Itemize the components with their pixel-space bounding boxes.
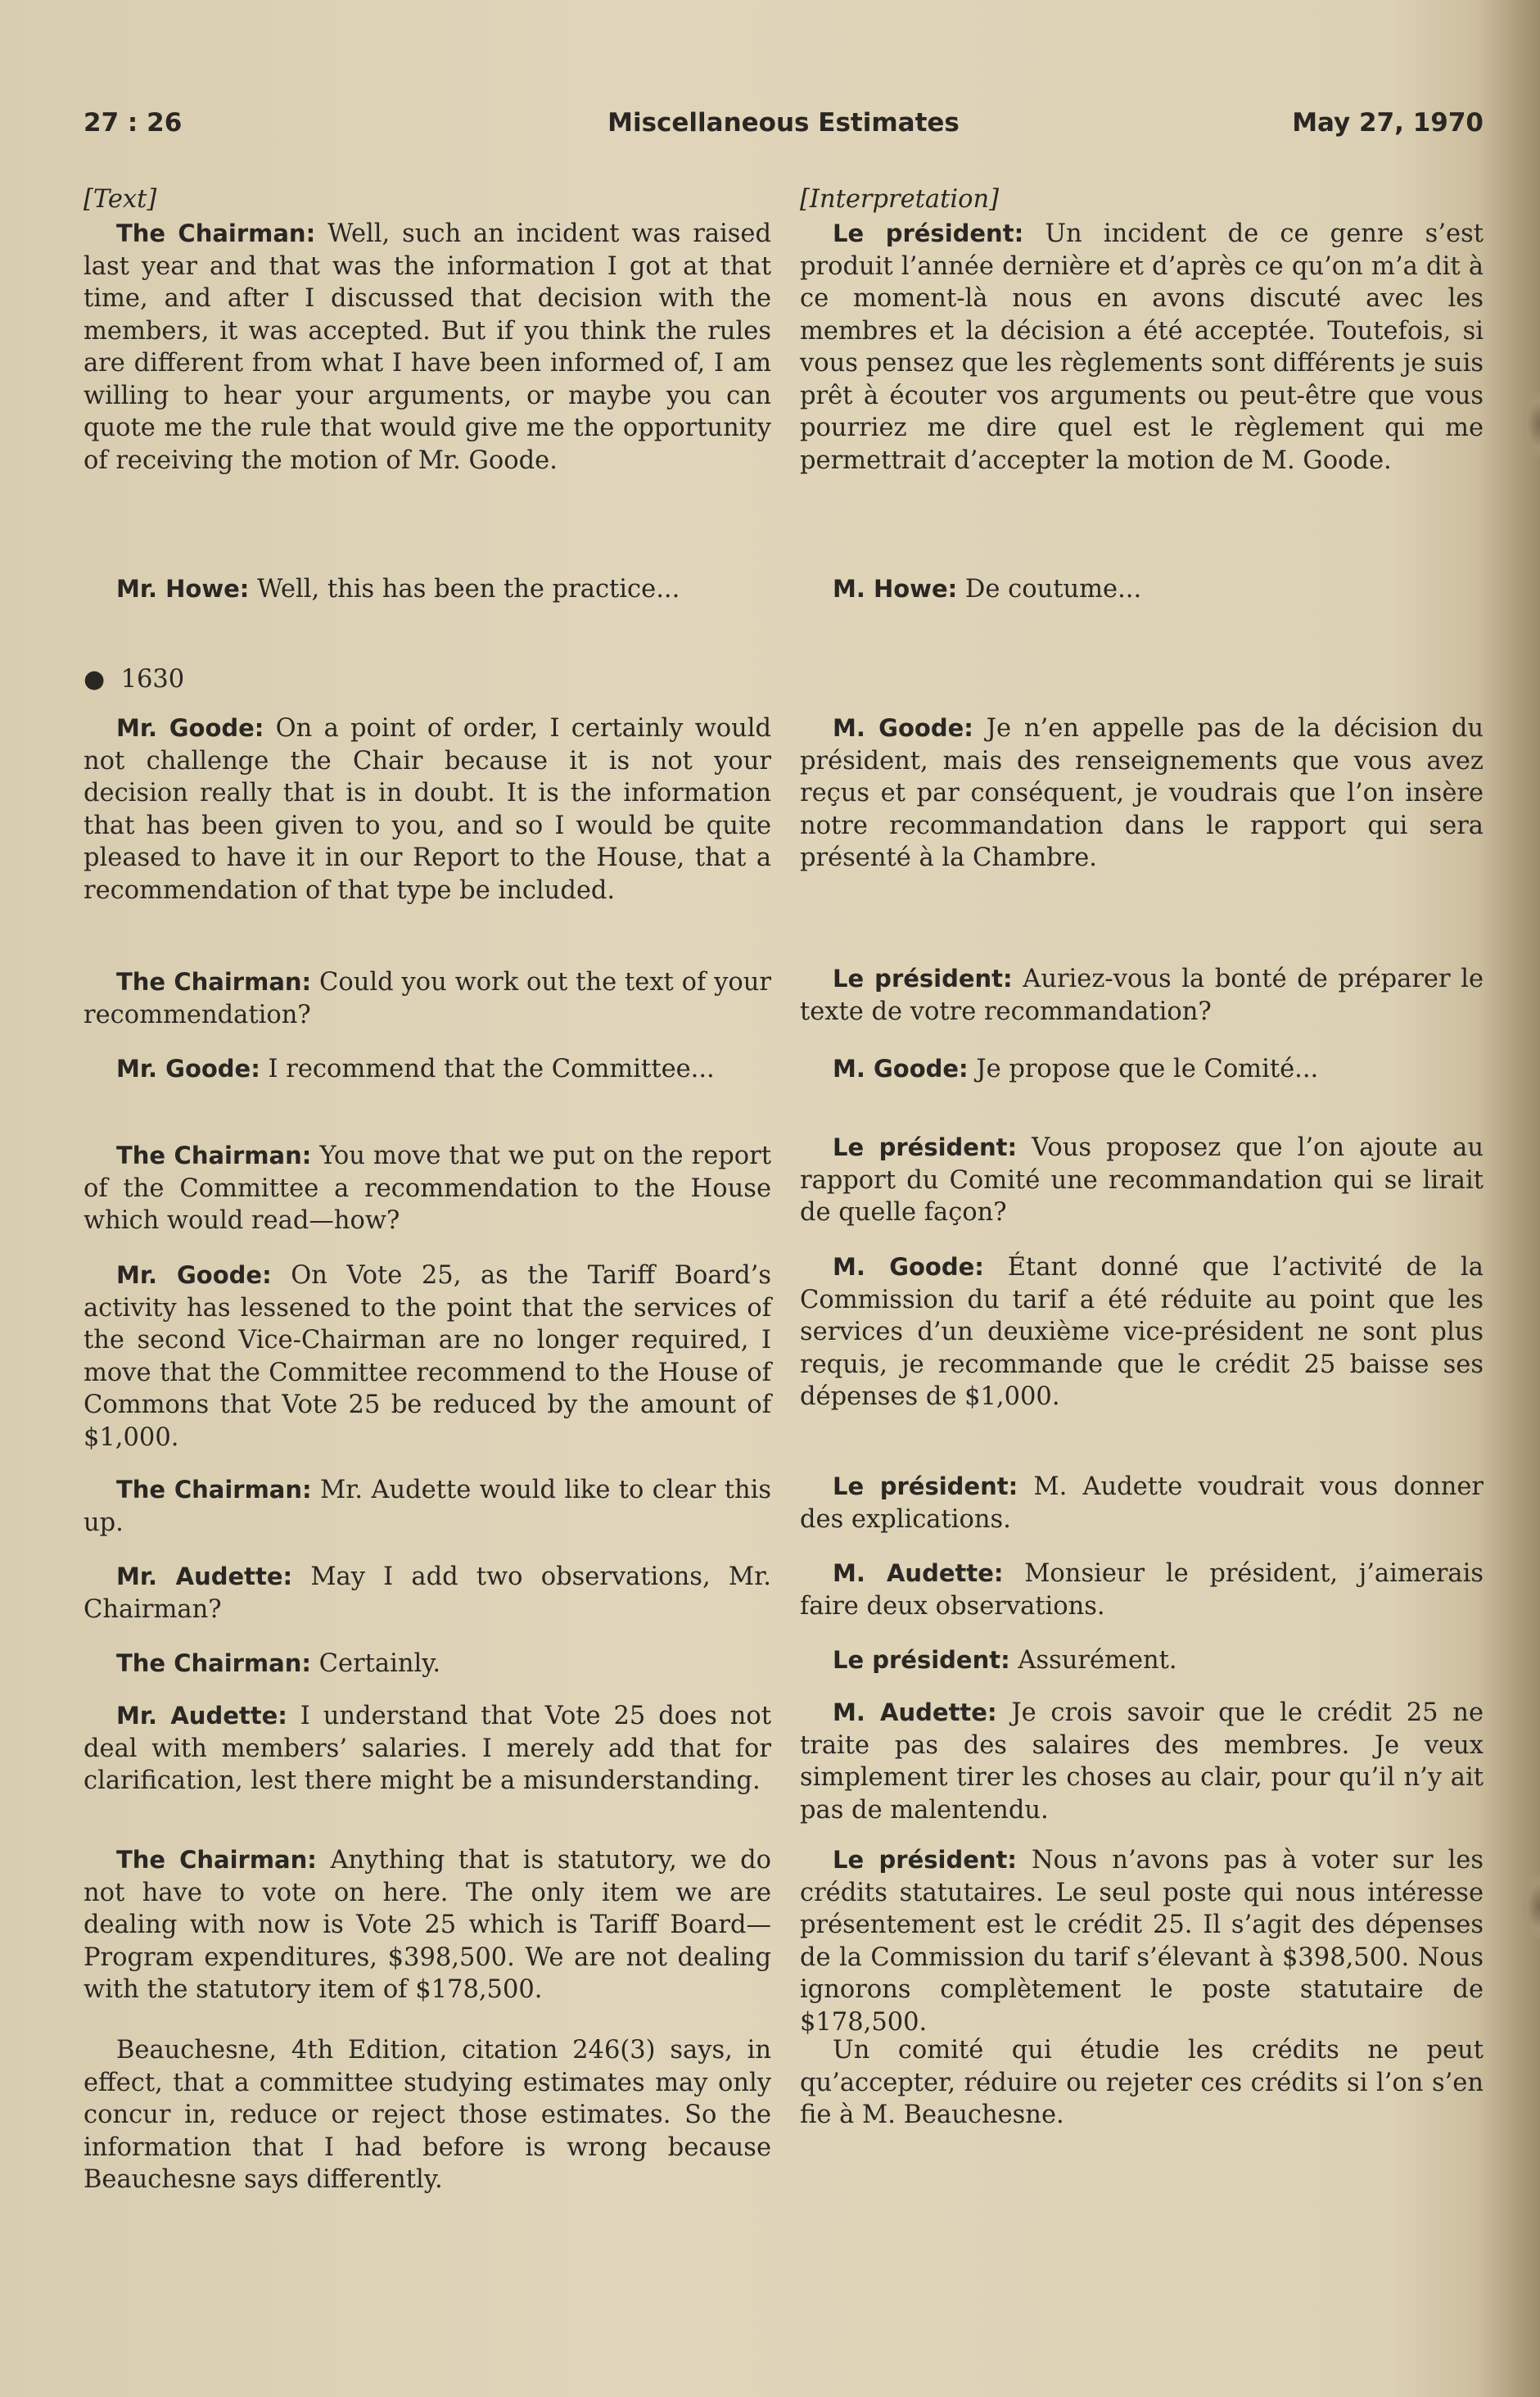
- time-value: 1630: [120, 665, 185, 694]
- speech-text: Assurément.: [1009, 1646, 1177, 1675]
- speech-text: Je propose que le Comité...: [968, 1055, 1319, 1083]
- speech-text: Un incident de ce genre s’est produit l’année dernière et d’après ce qu’on m’a dit à ce moment-là nous en avons discuté avec les membres et la décision a été acceptée. Toutefois, si vous pensez que les règlements sont différents je suis prêt à écouter vos arguments ou peut-être que vous pourriez me dire quel est le règlement qui me permettrait d’accepter la motion de M. Goode.: [800, 219, 1484, 475]
- transcript-paragraph: [84, 1648, 771, 1680]
- speech-text: Anything that is statutory, we do not have to vote on here. The only item we are dealing with now is Vote 25 which is Tariff Board—Program expenditures, $398,500. We are not dealing with the statutory item of $178,500.: [84, 1846, 771, 2004]
- transcript-paragraph: [800, 1132, 1484, 1229]
- speech-text: Auriez-vous la bonté de préparer le texte de votre recommandation?: [800, 965, 1484, 1026]
- speech-text: Mr. Audette would like to clear this up.: [84, 1476, 771, 1537]
- speech-text: On Vote 25, as the Tariff Board’s activity has lessened to the point that the services of the second Vice-Chairman are no longer required, I move that the Committee recommend to the House of Commons that Vote 25 be reduced by the amount of $1,000.: [84, 1261, 772, 1452]
- speech-text: Vous proposez que l’on ajoute au rapport du Comité une recommandation qui se lirait de quelle façon?: [800, 1133, 1484, 1227]
- speaker-name: Le président:: [833, 1646, 1010, 1674]
- speaker-name: M. Goode:: [833, 1055, 969, 1083]
- speaker-name: The Chairman:: [116, 219, 316, 247]
- header-date: May 27, 1970: [1292, 108, 1484, 138]
- speaker-name: Le président:: [833, 1472, 1018, 1500]
- transcript-paragraph: [800, 2034, 1484, 2132]
- time-marker: [84, 663, 771, 696]
- transcript-paragraph: [800, 712, 1484, 875]
- speaker-name: Mr. Audette:: [116, 1563, 293, 1590]
- bullet-icon: ●: [84, 665, 106, 694]
- transcript-paragraph: [800, 218, 1484, 477]
- speaker-name: M. Goode:: [833, 714, 973, 742]
- transcript-paragraph: [800, 573, 1484, 606]
- transcript-paragraph: [84, 966, 771, 1031]
- speaker-name: M. Goode:: [833, 1253, 984, 1281]
- speech-text: Beauchesne, 4th Edition, citation 246(3) says, in effect, that a committee studying estimates may only concur in, reduce or reject those estimates. So the information that I had before is wrong because Beauchesne says differently.: [84, 2036, 771, 2194]
- speech-text: I recommend that the Committee...: [260, 1055, 715, 1083]
- transcript-paragraph: [84, 1561, 771, 1626]
- transcript-paragraph: [800, 1558, 1484, 1622]
- binding-hole: [1522, 1874, 1540, 1939]
- transcript-paragraph: [800, 1844, 1484, 2038]
- transcript-paragraph: [800, 1053, 1484, 1086]
- transcript-paragraph: [84, 1474, 771, 1539]
- speech-text: Well, such an incident was raised last year and that was the information I got at that time, and after I discussed that decision with the members, it was accepted. But if you think the rules are different from what I have been informed of, I am willing to hear your arguments, or maybe you can quote me the rule that would give me the opportunity of receiving the motion of Mr. Goode.: [84, 219, 772, 475]
- transcript-paragraph: [84, 1140, 771, 1237]
- transcript-paragraph: [800, 1644, 1484, 1677]
- binding-hole: [1522, 391, 1540, 457]
- transcript-paragraph: [84, 1700, 771, 1798]
- page-number: 27 : 26: [84, 108, 183, 138]
- speech-text: Certainly.: [310, 1649, 441, 1678]
- transcript-paragraph: [800, 1471, 1484, 1535]
- running-title: Miscellaneous Estimates: [607, 108, 960, 138]
- speech-text: On a point of order, I certainly would not challenge the Chair because it is not your decision really that is in doubt. It is the information that has been given to you, and so I would be quite pleased to have it in our Report to the House, that a recommendation of that type be included.: [84, 714, 772, 905]
- speech-text: Un comité qui étudie les crédits ne peut qu’accepter, réduire ou rejeter ces crédits si l’on s’en fie à M. Beauchesne.: [800, 2036, 1484, 2129]
- speech-text: Monsieur le président, j’aimerais faire deux observations.: [800, 1559, 1484, 1621]
- transcript-paragraph: [84, 712, 771, 907]
- speaker-name: Mr. Goode:: [116, 714, 264, 742]
- speaker-name: The Chairman:: [116, 1142, 312, 1169]
- speech-text: Je crois savoir que le crédit 25 ne traite pas des salaires des membres. Je veux simplement tirer les choses au clair, pour qu’il n’y ait pas de malentendu.: [800, 1698, 1484, 1825]
- transcript-paragraph: [800, 1697, 1484, 1826]
- speech-text: M. Audette voudrait vous donner des explications.: [800, 1472, 1484, 1534]
- transcript-paragraph: [84, 2034, 771, 2196]
- transcript-paragraph: [84, 1844, 771, 2006]
- speech-text: I understand that Vote 25 does not deal with members’ salaries. I merely add that for clarification, lest there might be a misunderstanding.: [84, 1702, 771, 1795]
- speaker-name: M. Audette:: [833, 1559, 1004, 1587]
- page-header: [84, 108, 1484, 149]
- transcript-paragraph: [84, 573, 771, 606]
- speaker-name: M. Howe:: [833, 575, 958, 603]
- speech-text: Étant donné que l’activité de la Commission du tarif a été réduite au point que les services d’un deuxième vice-président ne sont plus requis, je recommande que le crédit 25 baisse ses dépenses de $1,000.: [800, 1253, 1484, 1411]
- speaker-name: Mr. Goode:: [116, 1055, 260, 1083]
- speaker-name: M. Audette:: [833, 1698, 997, 1726]
- speech-text: De coutume...: [957, 575, 1142, 604]
- speech-text: Could you work out the text of your recommendation?: [84, 968, 771, 1029]
- transcript-paragraph: [800, 963, 1484, 1028]
- speech-text: Well, this has been the practice...: [249, 575, 680, 604]
- speaker-name: Le président:: [833, 965, 1013, 993]
- speaker-name: Mr. Howe:: [116, 575, 250, 603]
- text-label: [Text]: [84, 185, 157, 214]
- speech-text: You move that we put on the report of the Committee a recommendation to the House which would read—how?: [84, 1142, 771, 1235]
- speaker-name: The Chairman:: [116, 1476, 312, 1504]
- interpretation-label: [Interpretation]: [800, 185, 999, 214]
- transcript-paragraph: [84, 1053, 771, 1086]
- transcript-paragraph: [800, 1251, 1484, 1413]
- transcript-paragraph: [84, 218, 771, 477]
- speech-text: May I add two observations, Mr. Chairman?: [84, 1563, 771, 1624]
- transcript-paragraph: [84, 1260, 771, 1454]
- speaker-name: Mr. Goode:: [116, 1261, 272, 1289]
- speaker-name: The Chairman:: [116, 968, 312, 996]
- speaker-name: Le président:: [833, 219, 1024, 247]
- speech-text: Nous n’avons pas à voter sur les crédits statutaires. Le seul poste qui nous intéresse présentement est le crédit 25. Il s’agit des dépenses de la Commission du tarif s’élevant à $398,500. Nous ignorons complètement le poste statutaire de $178,500.: [800, 1846, 1484, 2037]
- speaker-name: Mr. Audette:: [116, 1702, 287, 1730]
- speaker-name: The Chairman:: [116, 1846, 317, 1874]
- speech-text: Je n’en appelle pas de la décision du président, mais des renseignements que vous avez reçus et par conséquent, je voudrais que l’on insère notre recommandation dans le rapport qui sera présenté à la Chambre.: [800, 714, 1484, 872]
- speaker-name: Le président:: [833, 1846, 1017, 1874]
- speaker-name: Le président:: [833, 1133, 1018, 1161]
- speaker-name: The Chairman:: [116, 1649, 311, 1677]
